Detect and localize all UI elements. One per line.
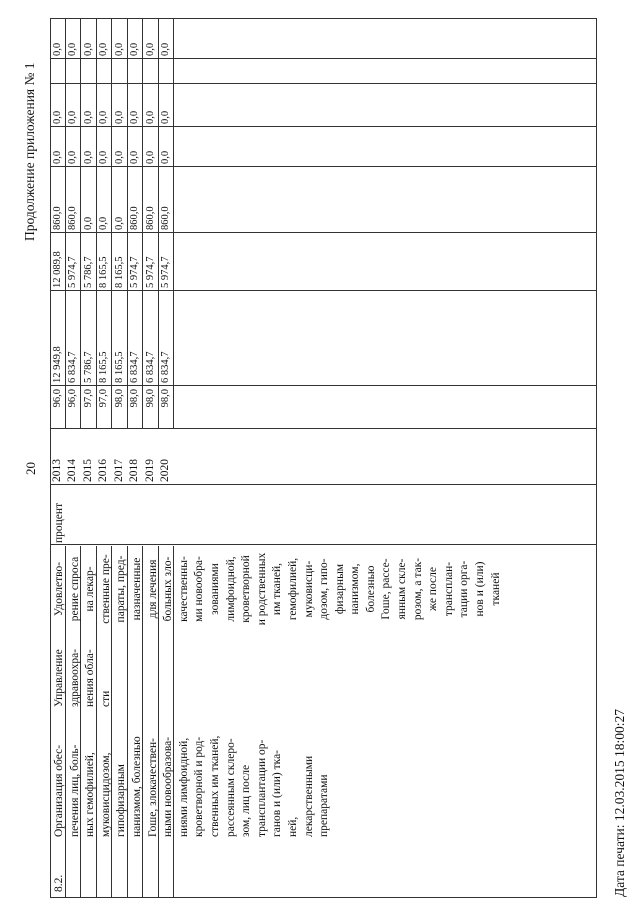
- budget-cell: 5 974,7: [129, 256, 140, 288]
- budget-cell: 0,0: [52, 42, 63, 56]
- budget-cell: 12 089,8: [52, 251, 63, 288]
- indicator-description: Удовлетво- рение спроса на лекар- ственные пре- параты, пред- назначенные для лечения больных зло- качественны- ми новообра- зованиями лимфоидной, кроветворной и родственных им тканей, гемофилией, муковисци- дозом, гипо- физарным нанизмом, болезнью Гоше, рассе- янным скле- розом, а так- же после трансплан- тации орга- нов и (или) тканей: [53, 552, 502, 626]
- event-description: Организация обес- печения лиц, боль- ных гемофилией, муковисцидозом, гипофизарным нанизмом, болезнью Гоше, злокачествен- ными новообразова- ниями лимфоидной, кроветворной и род- ственных им тканей, рассеянным склеро- зом, лиц после трансплантации ор- ганов и (или) тка- ней, лекарственными препаратами: [53, 735, 331, 837]
- budget-cell: 0,0: [160, 42, 171, 56]
- continuation-label: Продолжение приложения № 1: [22, 62, 37, 241]
- budget-cell: 0,0: [98, 42, 109, 56]
- budget-cell: 0,0: [145, 110, 156, 124]
- budget-cell: 860,0: [67, 206, 78, 230]
- year-cell: 2020: [159, 459, 171, 482]
- percent-cell: 97,0: [83, 389, 94, 408]
- budget-cell: 0,0: [129, 150, 140, 164]
- budget-cell: 0,0: [129, 110, 140, 124]
- budget-cell: 0,0: [160, 110, 171, 124]
- budget-cell: 0,0: [145, 150, 156, 164]
- budget-cell: 0,0: [83, 150, 94, 164]
- budget-cell: 5 974,7: [145, 256, 156, 288]
- budget-cell: 860,0: [129, 206, 140, 230]
- total-cell: 5 786,7: [83, 351, 94, 383]
- total-cell: 12 949,8: [52, 346, 63, 383]
- year-cell: 2016: [97, 459, 109, 482]
- budget-cell: 0,0: [67, 150, 78, 164]
- year-cell: 2017: [113, 459, 125, 482]
- percent-cell: 96,0: [67, 389, 78, 408]
- budget-cell: 0,0: [114, 42, 125, 56]
- budget-cell: 0,0: [129, 42, 140, 56]
- budget-cell: 0,0: [52, 110, 63, 124]
- budget-cell: 0,0: [98, 110, 109, 124]
- year-cell: 2013: [51, 459, 63, 482]
- budget-cell: 860,0: [145, 206, 156, 230]
- total-cell: 8 165,5: [114, 351, 125, 383]
- budget-cell: 0,0: [52, 150, 63, 164]
- budget-cell: 0,0: [67, 42, 78, 56]
- budget-cell: 0,0: [145, 42, 156, 56]
- budget-cell: 0,0: [114, 216, 125, 230]
- budget-cell: 5 786,7: [83, 256, 94, 288]
- budget-cell: 0,0: [98, 216, 109, 230]
- percent-cell: 98,0: [145, 389, 156, 408]
- budget-cell: 5 974,7: [160, 256, 171, 288]
- budget-cell: 0,0: [83, 216, 94, 230]
- budget-cell: 860,0: [52, 206, 63, 230]
- budget-cell: 0,0: [83, 42, 94, 56]
- percent-cell: 97,0: [98, 389, 109, 408]
- year-cell: 2014: [66, 459, 78, 482]
- row-number: 8.2.: [53, 874, 65, 892]
- percent-cell: 98,0: [160, 389, 171, 408]
- total-cell: 8 165,5: [98, 351, 109, 383]
- budget-cell: 0,0: [98, 150, 109, 164]
- budget-cell: 0,0: [160, 150, 171, 164]
- budget-cell: 860,0: [160, 206, 171, 230]
- total-cell: 6 834,7: [145, 351, 156, 383]
- year-cell: 2018: [128, 459, 140, 482]
- budget-cell: 0,0: [67, 110, 78, 124]
- total-cell: 6 834,7: [67, 351, 78, 383]
- print-date: Дата печати: 12.03.2015 18:00:27: [612, 709, 627, 897]
- total-cell: 6 834,7: [129, 351, 140, 383]
- percent-cell: 98,0: [114, 389, 125, 408]
- budget-cell: 5 974,7: [67, 256, 78, 288]
- budget-cell: 0,0: [114, 150, 125, 164]
- budget-cell: 8 165,5: [98, 256, 109, 288]
- budget-cell: 8 165,5: [114, 256, 125, 288]
- percent-cell: 98,0: [129, 389, 140, 408]
- budget-cell: 0,0: [114, 110, 125, 124]
- percent-cell: 96,0: [52, 389, 63, 408]
- total-cell: 6 834,7: [160, 351, 171, 383]
- year-cell: 2015: [82, 459, 94, 482]
- unit-label: процент: [53, 502, 65, 543]
- year-cell: 2019: [144, 459, 156, 482]
- executor: Управление здравоохра- нения обла- сти: [53, 648, 112, 707]
- page-number: 20: [23, 462, 38, 475]
- budget-cell: 0,0: [83, 110, 94, 124]
